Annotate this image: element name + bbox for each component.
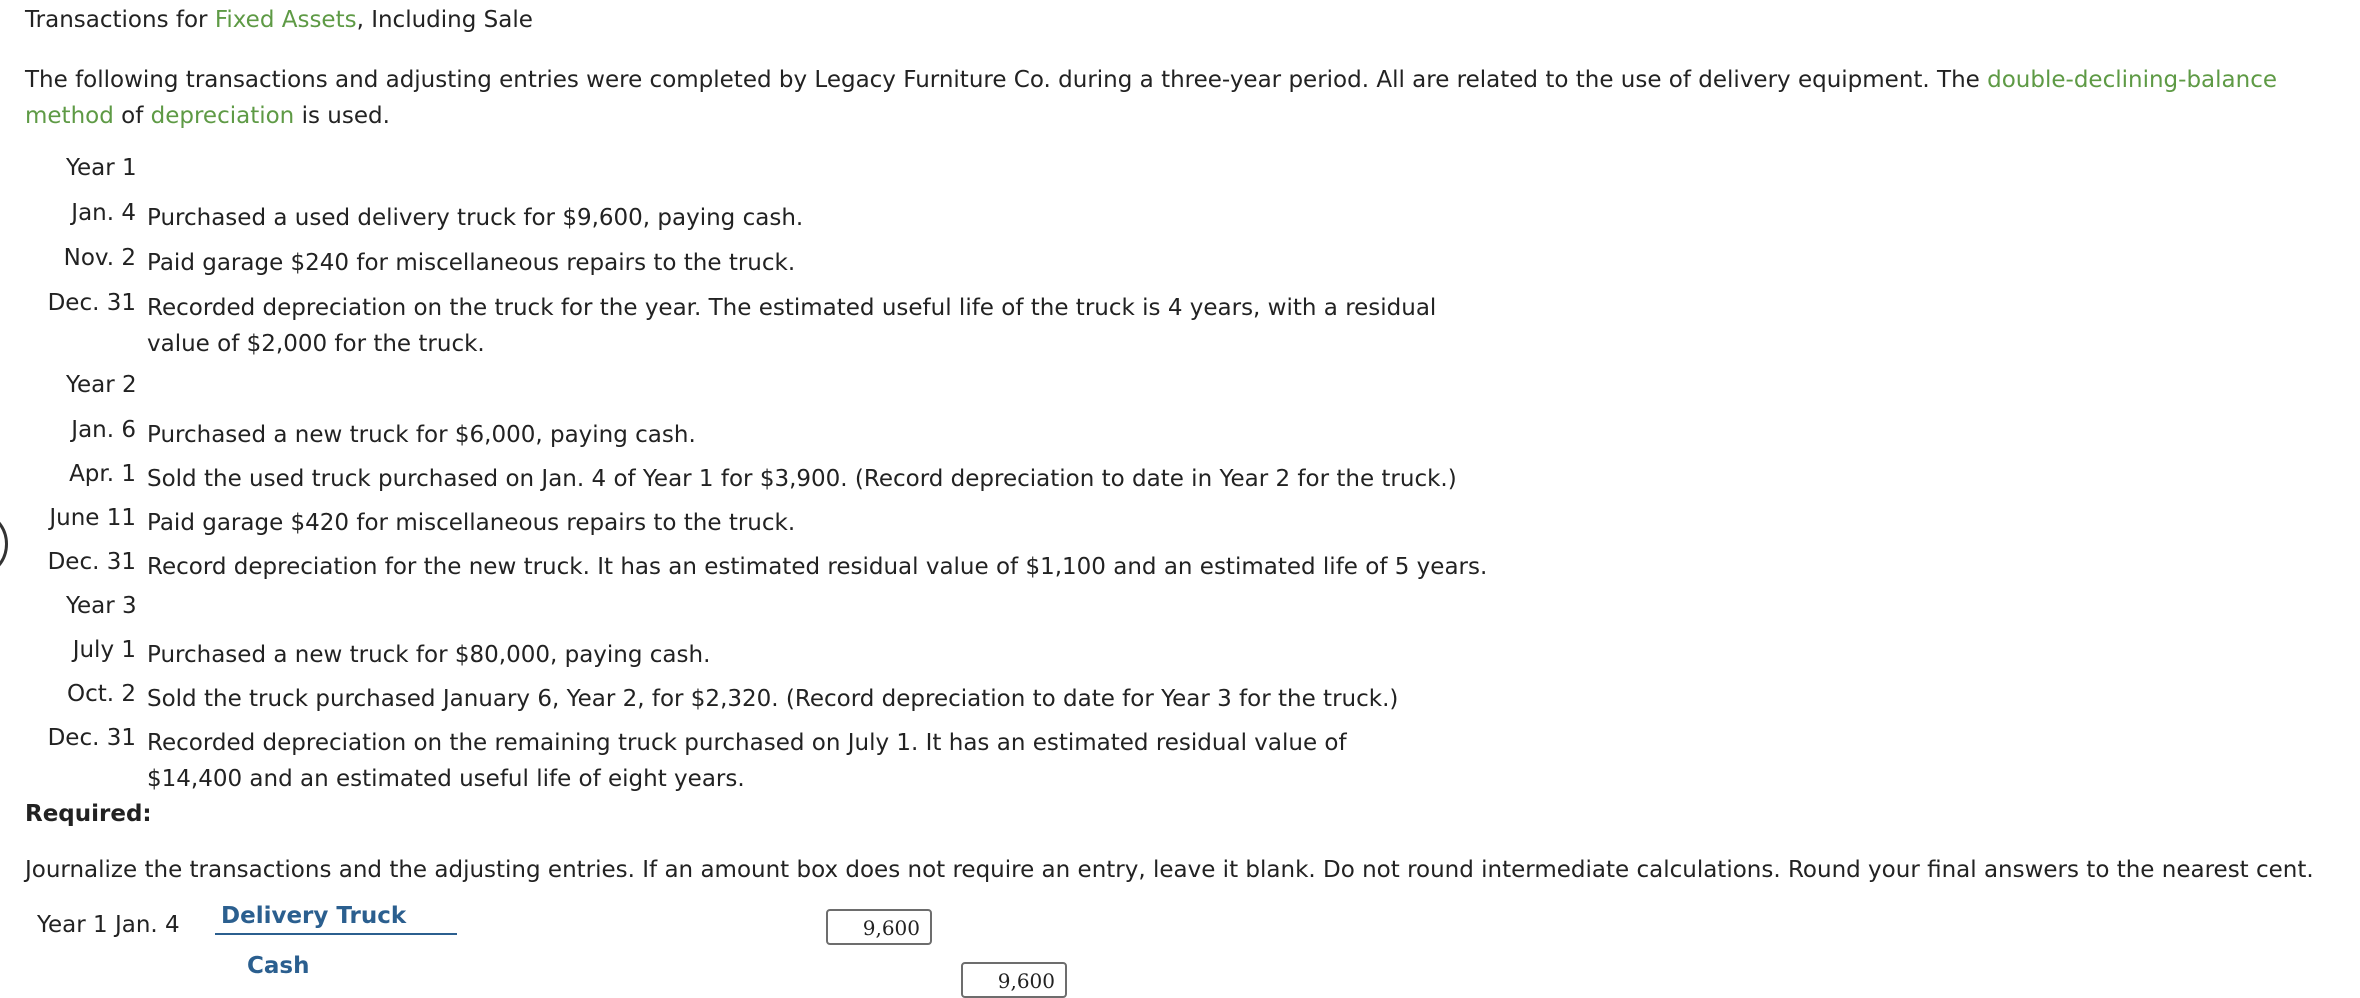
- entry-date: Dec. 31: [47, 549, 136, 575]
- entry-description: Sold the truck purchased January 6, Year 2, for $2,320. (Record depreciation to date for Year 3 for the truck.): [147, 686, 1399, 712]
- entry-date: Dec. 31: [47, 725, 136, 751]
- year-1-label: Year 1: [66, 155, 137, 181]
- entry-date: Jan. 4: [71, 200, 136, 226]
- debit-account-select[interactable]: Delivery Truck: [215, 903, 457, 935]
- entry-description: Purchased a new truck for $80,000, paying cash.: [147, 642, 711, 668]
- debit-amount-input[interactable]: 9,600: [826, 909, 932, 945]
- credit-amount-input[interactable]: 9,600: [961, 962, 1067, 998]
- year-2-label: Year 2: [66, 372, 137, 398]
- depreciation-link[interactable]: depreciation: [150, 103, 295, 129]
- entry-date: July 1: [72, 637, 136, 663]
- entry-date: Apr. 1: [69, 461, 136, 487]
- intro-text-1: The following transactions and adjusting entries were completed by Legacy Furniture Co. during a three-year period. All are related to the use of delivery equipment. The: [25, 67, 1988, 93]
- entry-description: Record depreciation for the new truck. It has an estimated residual value of $1,100 and an estimated life of 5 years.: [147, 554, 1488, 580]
- entry-date: Jan. 6: [71, 417, 136, 443]
- intro-text-2: of: [113, 103, 151, 129]
- entry-description: Purchased a new truck for $6,000, paying cash.: [147, 422, 696, 448]
- double-declining-balance-link[interactable]: double-declining-balance method: [25, 67, 2277, 129]
- page-title: [25, 7, 533, 33]
- intro-text-3: is used.: [294, 103, 390, 129]
- entry-description: Paid garage $240 for miscellaneous repairs to the truck.: [147, 250, 796, 276]
- entry-description: Recorded depreciation on the truck for the year. The estimated useful life of the truck is 4 years, with a residual value of $2,000 for the truck.: [147, 295, 1437, 357]
- intro-paragraph: [25, 62, 2335, 134]
- entry-date: Oct. 2: [66, 681, 136, 707]
- entry-description: Paid garage $420 for miscellaneous repairs to the truck.: [147, 510, 796, 536]
- entry-description: Sold the used truck purchased on Jan. 4 of Year 1 for $3,900. (Record depreciation to date in Year 2 for the truck.): [147, 466, 1457, 492]
- side-circle-marker: [0, 509, 8, 579]
- year-3-label: Year 3: [66, 593, 137, 619]
- title-prefix: Transactions for: [25, 7, 215, 33]
- entry-date: June 11: [49, 505, 136, 531]
- required-heading: Required:: [25, 801, 152, 827]
- title-suffix: , Including Sale: [356, 7, 533, 33]
- entry-description: Purchased a used delivery truck for $9,600, paying cash.: [147, 205, 804, 231]
- entry-date: Nov. 2: [63, 245, 136, 271]
- entry-description: Recorded depreciation on the remaining truck purchased on July 1. It has an estimated residual value of $14,400 and an estimated useful life of eight years.: [147, 730, 1347, 792]
- entry-date: Dec. 31: [47, 290, 136, 316]
- required-instructions: Journalize the transactions and the adjusting entries. If an amount box does not require an entry, leave it blank. Do not round intermediate calculations. Round your final answers to the nearest cent.: [25, 857, 2314, 883]
- journal-entry-date: Year 1 Jan. 4: [37, 912, 180, 938]
- credit-account-select[interactable]: Cash: [247, 953, 310, 979]
- fixed-assets-link[interactable]: Fixed Assets: [214, 7, 357, 33]
